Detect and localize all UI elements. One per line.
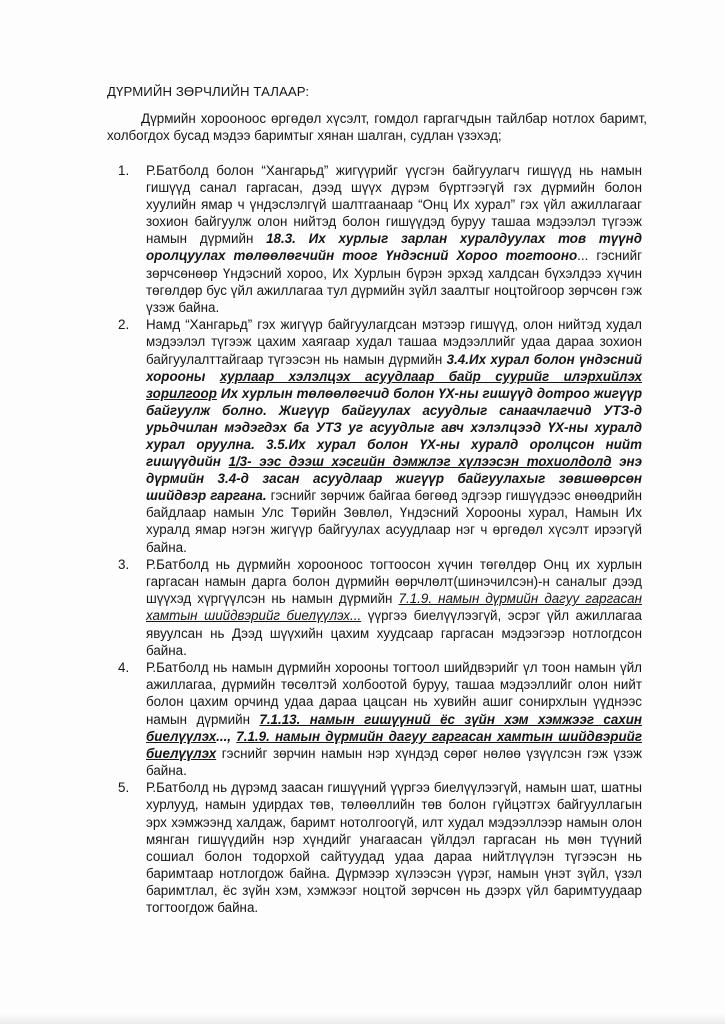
findings-list xyxy=(118,162,642,917)
rule-quote-underlined: 1/3- ээс дээш хэсгийн дэмжлэг хүлээсэн тохиолдолд xyxy=(228,454,612,470)
item-text: ... гэснийг зөрчсөнөөр Үндэсний хороо, Их Хурлын бүрэн эрхэд халдсан бүхэлдээ хүчин төгөлдөр бус үйл ажиллагаа тул дүрмийн зүйл заалтыг ноцтойгоор зөрчсөн гэж үзэж байна. xyxy=(146,248,642,315)
item-number: 3. xyxy=(118,557,130,573)
item-text: Р.Батболд болон “Хангарьд” жигүүрийг үүсгэн байгуулагч гишүүд нь намын гишүүд санал гаргасан, дээд шүүх дүрэм бүртгээгүй гэх дүрмийн болон хуулийн ямар ч үндэслэлгүй шалтгаанаар “Онц Их хурал” гэх үйл ажиллагааг зохион байгуулж олон нийтэд болон гишүүдэд буруу ташаа мэдээлэл түгээж намын дүрмийн xyxy=(146,163,642,247)
section-title: ДҮРМИЙН ЗӨРЧЛИЙН ТАЛААР: xyxy=(107,84,310,99)
item-text: үүргээ биелүүлээгүй, эсрэг үйл ажиллагаа явуулсан нь Дээд шүүхийн цахим хуудсаар гаргасан мэдээгээр нотлогдсон байна. xyxy=(146,608,642,658)
rule-quote: 18.3. Их хурлыг зарлан хуралдуулах тов түүнд оролцуулах төлөөлөгчийн тоог Үндэсний Хороо тогтооно xyxy=(146,231,642,264)
item-text: Р.Батболд нь намын дүрмийн хорооны тогтоол шийдвэрийг үл тоон намын үйл ажиллагаа, дүрмийн төсөлтэй холбоотой буруу, ташаа мэдээллийг олон нийт болон цахим орчинд удаа дараа цацсан нь хувийн ашиг сонирхлын үүднээс намын дүрмийн xyxy=(146,660,642,727)
item-text: Р.Батболд нь дүрмийн хорооноос тогтоосон хүчин төгөлдөр Онц их хурлын гаргасан намын дарга болон дүрмийн өөрчлөлт(шинэчилсэн)-н саналыг дээд шүүхэд хүргүүлсэн нь намын дүрмийн xyxy=(146,557,642,607)
item-text: Намд “Хангарьд” гэх жигүүр байгуулагдсан мэтээр гишүүд, олон нийтэд худал мэдээлэл түгээж цахим хаягаар худал ташаа мэдээллийг удаа дараа зохион байгуулалттайгаар түгээсэн нь намын дүрмийн xyxy=(146,317,642,367)
item-number: 1. xyxy=(118,163,130,178)
scan-edge xyxy=(0,1013,725,1024)
item-text: гэснийг зөрчин намын нэр хүндэд сөрөг нөлөө үзүүлсэн гэж үзэж байна. xyxy=(146,745,642,778)
rule-quote-underlined: 7.1.13. намын гишүүний ёс зүйн хэм хэмжээг сахин биелүүлэх xyxy=(146,711,642,744)
item-number: 4. xyxy=(118,660,130,676)
item-text: гэснийг зөрчиж байгаа бөгөөд эдгээр гишүүдээс өнөөдрийн байдлаар намын Улс Төрийн Зөвлөл, Үндэсний Хорооны хурал, Намын Их хуралд ямар нэгэн жигүүр байгуулах асуудлаар нэг ч өргөдөл хүсэлт ирээгүй байна. xyxy=(146,488,642,555)
rule-quote: Их хурлын төлөөлөгчид болон ҮХ-ны гишүүд дотроо жигүүр байгуулж болно. Жигүүр байгуулах асуудлыг санаачлагчид УТЗ-д урьдчилан мэдэгдэх ба УТЗ уг асуудлыг авч хэлэлцээд ҮХ-ны хуралд хурал оруулна. 3.5.Их хурал болон ҮХ-ны хуралд оролцсон нийт гишүүдийн xyxy=(146,385,642,470)
rule-quote-underlined: 7.1.9. намын дүрмийн дагуу гаргасан хамтын шийдвэрийг биелүүлэх xyxy=(146,728,642,761)
rule-quote: 3.4.Их хурал болон үндэсний хорооны xyxy=(146,351,642,384)
item-number: 2. xyxy=(118,317,130,333)
list-item xyxy=(118,316,642,555)
list-item xyxy=(118,556,642,659)
rule-quote-underlined: хурлаар хэлэлцэх асуудлаар байр суурийг илэрхийлэх зорилгоор xyxy=(146,368,643,401)
item-number: 5. xyxy=(118,780,130,796)
rule-quote-underlined: 7.1.9. намын дүрмийн дагуу гаргасан хамтын шийдвэрийг биелүүлэх... xyxy=(146,591,642,624)
intro-paragraph: Дүрмийн хорооноос өргөдөл хүсэлт, гомдол гаргагчдын тайлбар нотлох баримт, холбогдох бусад мэдээ баримтыг хянан шалган, судлан үзэхэд; xyxy=(107,111,647,144)
list-item xyxy=(118,659,642,779)
list-item xyxy=(118,162,642,316)
rule-quote: ..., xyxy=(216,728,237,744)
list-item xyxy=(118,779,642,916)
rule-quote: энэ дүрмийн 3.4-д засан асуудлаар жигүүр байгуулахыг зөвшөөрсөн шийдвэр гаргана. xyxy=(146,454,642,504)
item-text: Р.Батболд нь дүрэмд заасан гишүүний үүргээ биелүүлээгүй, намын шат, шатны хурлууд, намын удирдах төв, төлөөллийн төв болон гүйцэтгэх байгууллагын эрх хэмжээнд халдаж, баримт нотолгоогүй, илт худал мэдээллээр намын олон мянган гишүүдийн нэр хүндийг унагаасан үйлдэл гаргасан нь мөн түүний сошиал болон тодорхой сайтуудад удаа дараа нийтлүүлэн түгээсэн нь баримтаар нотлогдож байна. Дүрмээр хүлээсэн үүрэг, намын үнэт зүйл, үзэл баримтлал, ёс зүйн хэм, хэмжээг ноцтой зөрчсөн нь дээрх үйл баримтуудаар тогтоогдож байна. xyxy=(146,780,642,916)
